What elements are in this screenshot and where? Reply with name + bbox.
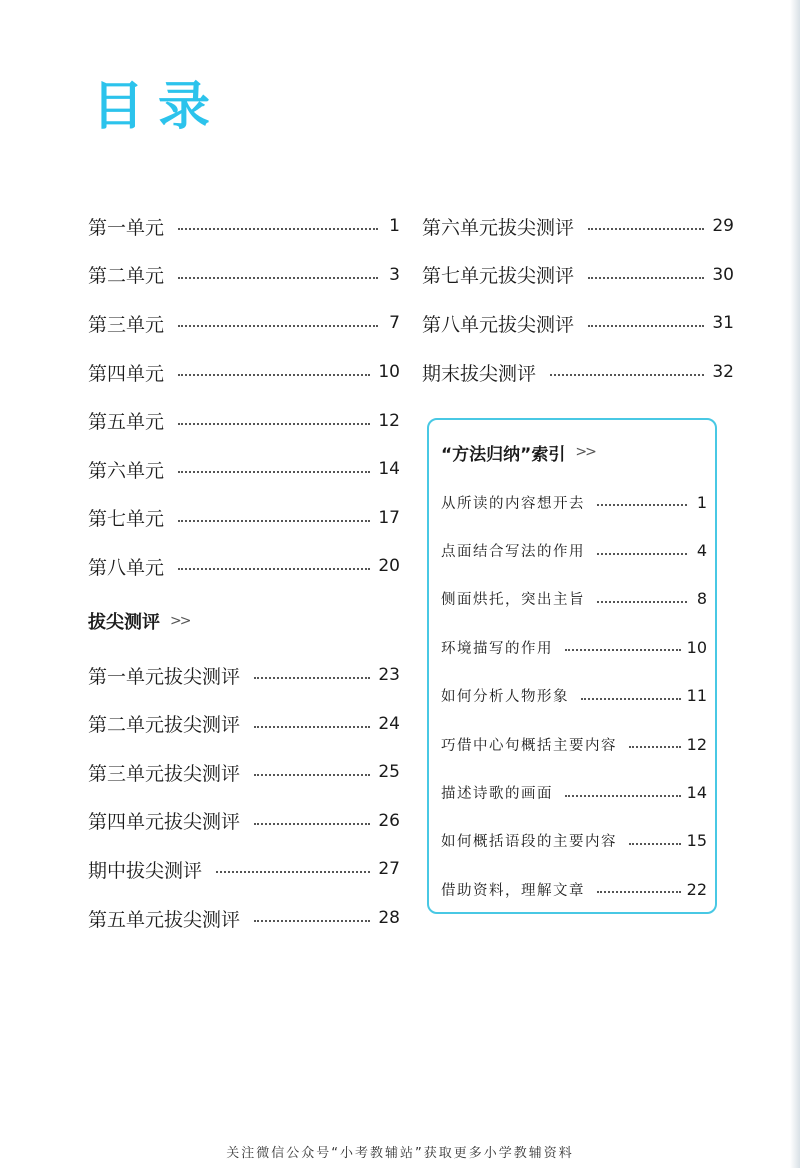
toc-entry-label: 第七单元拔尖测评 [422,265,575,288]
toc-entry-page: 8 [696,589,707,609]
dot-leader [178,520,370,522]
toc-entry-label: 第四单元 [88,362,165,385]
method-index-box [427,418,717,914]
toc-entry-page: 3 [389,264,400,285]
toc-entry-label: 第三单元 [88,313,165,336]
double-chevron-icon: >> [575,444,595,460]
test-section-heading-text: 拔尖测评 [88,611,160,633]
dot-leader [178,471,370,473]
toc-entry-label: 第八单元拔尖测评 [422,313,575,336]
dot-leader [178,423,370,425]
toc-entry[interactable] [441,478,707,526]
toc-entry-label: 描述诗歌的画面 [441,786,553,803]
toc-entry-page: 4 [696,541,707,561]
toc-entry-label: 第三单元拔尖测评 [88,762,241,785]
dot-leader [588,228,704,230]
toc-entry[interactable] [88,797,400,846]
toc-entry-label: 借助资料，理解文章 [441,882,585,899]
toc-entry[interactable] [88,651,400,700]
toc-entry-page: 1 [696,492,707,512]
dot-leader [254,920,370,922]
dot-leader [629,843,681,845]
toc-entry[interactable] [88,542,400,591]
toc-entry-label: 如何分析人物形象 [441,689,569,706]
toc-entry-label: 第六单元拔尖测评 [422,216,575,239]
toc-entry-page: 27 [378,859,400,880]
dot-leader [565,795,681,797]
dot-leader [178,325,378,327]
toc-entry-page: 7 [389,313,400,334]
toc-entry-page: 10 [686,637,707,657]
toc-entry-label: 第五单元 [88,411,165,434]
dot-leader [597,891,681,893]
toc-entry[interactable] [441,720,707,768]
toc-entry[interactable] [422,251,734,300]
toc-entry[interactable] [422,202,734,251]
dot-leader [254,726,370,728]
dot-leader [597,601,687,603]
toc-entry-page: 10 [378,362,400,383]
toc-entry-label: 第五单元拔尖测评 [88,908,241,931]
toc-entry[interactable] [88,845,400,894]
dot-leader [581,698,681,700]
toc-entry-label: 第一单元拔尖测评 [88,665,241,688]
toc-entry-page: 32 [712,362,734,383]
toc-entry[interactable] [88,699,400,748]
toc-entry-label: 巧借中心句概括主要内容 [441,737,617,754]
toc-entry-page: 12 [378,410,400,431]
dot-leader [178,568,370,570]
method-index-list [441,478,707,914]
footer-note: 关注微信公众号“小考教辅站”获取更多小学教辅资料 [226,1146,574,1161]
toc-entry-page: 20 [378,556,400,577]
toc-entry-label: 从所读的内容想开去 [441,495,585,512]
page-title: 目录 [92,77,225,137]
toc-entry-label: 期中拔尖测评 [88,859,203,882]
toc-left-column [88,202,400,942]
page-edge-shadow [790,0,800,1168]
dot-leader [178,228,378,230]
toc-entry-page: 15 [686,831,707,851]
toc-entry[interactable] [88,445,400,494]
toc-entry[interactable] [441,865,707,913]
toc-entry[interactable] [88,251,400,300]
dot-leader [597,504,687,506]
toc-entry-label: 第六单元 [88,459,165,482]
toc-entry[interactable] [422,348,734,397]
toc-entry-page: 26 [378,810,400,831]
dot-leader [588,277,704,279]
toc-entry[interactable] [88,748,400,797]
toc-entry-page: 24 [378,713,400,734]
toc-entry[interactable] [88,894,400,943]
toc-entry-page: 30 [712,264,734,285]
toc-entry-page: 17 [378,507,400,528]
toc-entry[interactable] [88,494,400,543]
toc-entry[interactable] [441,526,707,574]
toc-entry-page: 28 [378,908,400,929]
toc-entry-label: 第一单元 [88,216,165,239]
method-index-heading-text: “方法归纳”索引 [441,444,566,465]
toc-entry-page: 22 [686,879,707,899]
toc-entry-page: 11 [686,686,707,706]
dot-leader [588,325,704,327]
dot-leader [216,871,370,873]
dot-leader [178,374,370,376]
toc-entry[interactable] [422,299,734,348]
test-section-heading [88,591,400,651]
toc-entry-label: 如何概括语段的主要内容 [441,834,617,851]
method-index-heading [441,426,707,478]
double-chevron-icon: >> [170,612,190,629]
toc-entry-label: 侧面烘托，突出主旨 [441,592,585,609]
toc-entry-page: 23 [378,665,400,686]
toc-entry-page: 25 [378,762,400,783]
toc-entry-label: 第二单元 [88,265,165,288]
test-list [88,651,400,943]
toc-right-column [422,202,734,396]
dot-leader [254,823,370,825]
toc-entry[interactable] [441,575,707,623]
dot-leader [178,277,378,279]
toc-entry-page: 14 [378,459,400,480]
toc-entry-label: 第二单元拔尖测评 [88,714,241,737]
toc-entry-page: 1 [389,216,400,237]
dot-leader [629,746,681,748]
toc-entry[interactable] [441,817,707,865]
toc-entry-label: 期末拔尖测评 [422,362,537,385]
toc-entry-page: 14 [686,783,707,803]
dot-leader [254,774,370,776]
test-list-continued [422,202,734,396]
toc-entry-label: 环境描写的作用 [441,640,553,657]
toc-entry-label: 第八单元 [88,556,165,579]
toc-entry[interactable] [88,396,400,445]
dot-leader [597,553,687,555]
unit-list [88,202,400,591]
dot-leader [254,677,370,679]
toc-entry-page: 29 [712,216,734,237]
toc-entry[interactable] [441,672,707,720]
toc-entry[interactable] [441,768,707,816]
toc-entry[interactable] [88,299,400,348]
toc-entry-label: 第四单元拔尖测评 [88,811,241,834]
toc-entry[interactable] [88,202,400,251]
toc-entry-page: 31 [712,313,734,334]
toc-entry[interactable] [88,348,400,397]
toc-entry-page: 12 [686,734,707,754]
dot-leader [550,374,704,376]
toc-entry[interactable] [441,623,707,671]
toc-entry-label: 第七单元 [88,508,165,531]
toc-entry-label: 点面结合写法的作用 [441,544,585,561]
dot-leader [565,649,681,651]
